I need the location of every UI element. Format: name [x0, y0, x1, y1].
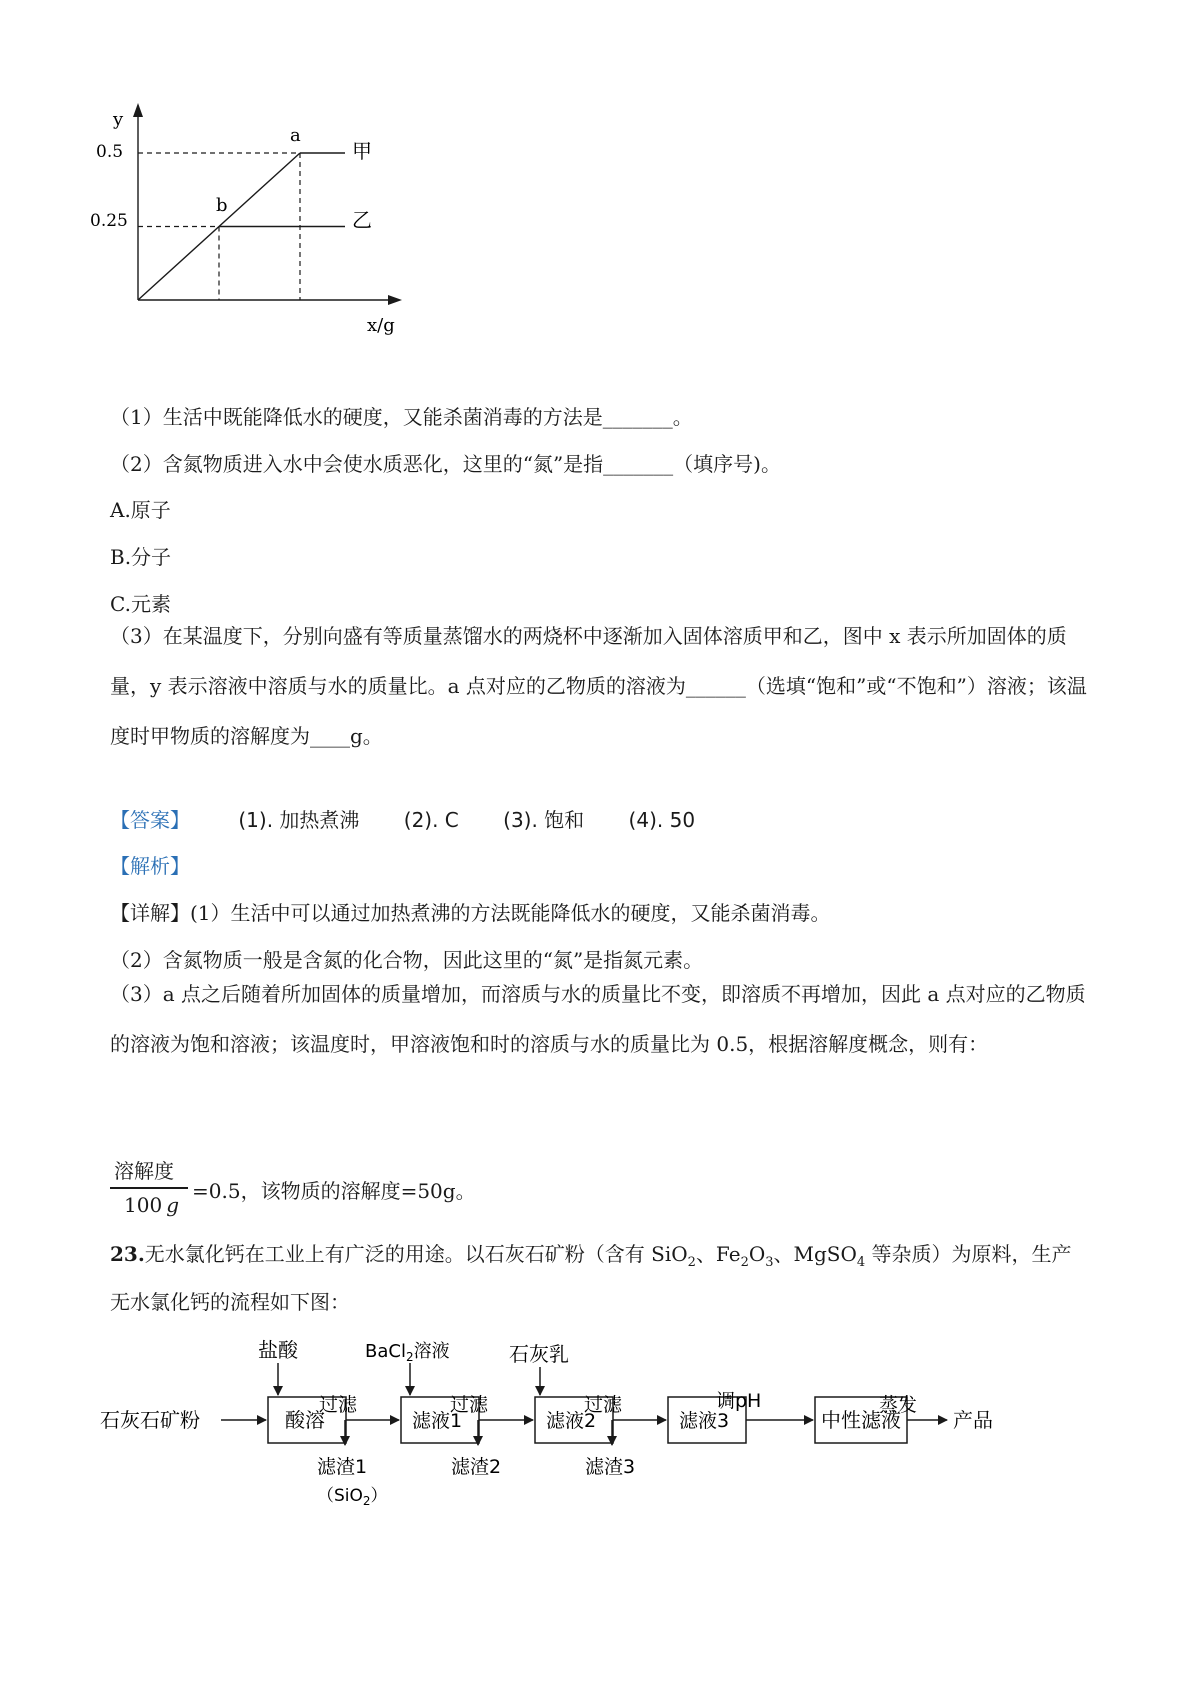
point-label-b: b	[216, 195, 228, 216]
y-axis-label: y	[113, 109, 124, 130]
flow-in-lime: 石灰乳	[509, 1342, 569, 1366]
x-axis-arrow	[388, 295, 402, 305]
flow-op-adjust-ph: 调pH	[716, 1390, 762, 1412]
flow-box5-label: 中性滤液	[821, 1408, 901, 1432]
flow-residue-1-note: （SiO$_2$）	[317, 1486, 388, 1508]
question-23-line2: 无水氯化钙的流程如下图：	[110, 1290, 350, 1314]
answer-item-1: (1). 加热煮沸	[238, 808, 360, 832]
point-label-a: a	[290, 125, 301, 146]
question-3: （3）在某温度下，分别向盛有等质量蒸馏水的两烧杯中逐渐加入固体溶质甲和乙，图中 x 表示所加固体的质量，y 表示溶液中溶质与水的质量比。a 点对应的乙物质的溶液为______（选填“饱和”或“不饱和”）溶液；该温度时甲物质的溶解度为____g。	[110, 624, 1087, 748]
formula-result: =0.5，该物质的溶解度=50g。	[192, 1179, 476, 1203]
formula-numerator: 溶解度	[114, 1159, 174, 1183]
x-axis-label: x/g	[367, 315, 395, 336]
flow-op-filter-1: 过滤	[319, 1394, 358, 1416]
answer-row	[110, 806, 733, 834]
flow-residue-3: 滤渣3	[585, 1456, 636, 1478]
answer-item-4: (4). 50	[628, 808, 696, 832]
flow-op-evaporate: 蒸发	[879, 1394, 918, 1416]
y-axis-arrow	[133, 103, 143, 117]
flow-residue-1: 滤渣1	[317, 1456, 368, 1478]
flow-in-bacl2: BaCl$_2$溶液	[365, 1341, 450, 1364]
flow-residue-2: 滤渣2	[451, 1456, 502, 1478]
series-label-jia: 甲	[352, 139, 372, 163]
flow-box2-label: 滤液1	[412, 1410, 463, 1432]
detail-tag: 【详解】	[110, 901, 190, 925]
answer-item-3: (3). 饱和	[503, 808, 585, 832]
flow-box1-label: 酸溶	[285, 1408, 325, 1432]
flow-box3-label: 滤液2	[546, 1410, 597, 1432]
series-label-yi: 乙	[352, 208, 372, 232]
formula-denominator: 100 g	[124, 1193, 179, 1217]
option-a: A.原子	[110, 498, 171, 522]
solubility-chart	[90, 95, 450, 360]
analysis-tag: 【解析】	[110, 854, 190, 878]
detail-3: （3）a 点之后随着所加固体的质量增加，而溶质与水的质量比不变，即溶质不再增加，因此 a 点对应的乙物质的溶液为饱和溶液；该温度时，甲溶液饱和时的溶质与水的质量比为 0.5，根据溶解度概念，则有：	[110, 982, 1086, 1056]
flow-in-hcl: 盐酸	[258, 1338, 298, 1362]
flow-op-filter-3: 过滤	[584, 1394, 623, 1416]
option-b: B.分子	[110, 545, 172, 569]
process-flow-diagram	[95, 1335, 1115, 1535]
question-2: （2）含氮物质进入水中会使水质恶化，这里的“氮”是指_______（填序号)。	[110, 452, 781, 476]
y-tick-label-0.5: 0.5	[96, 142, 124, 162]
detail-1-text: (1）生活中可以通过加热煮沸的方法既能降低水的硬度，又能杀菌消毒。	[190, 901, 831, 925]
y-tick-label-0.25: 0.25	[90, 211, 128, 231]
fraction-bar	[110, 1187, 188, 1189]
flow-start: 石灰石矿粉	[100, 1408, 200, 1432]
question-23: 23.无水氯化钙在工业上有广泛的用途。以石灰石矿粉（含有 SiO$_2$、$Fe_2O_3$、MgSO$_4$ 等杂质）为原料，生产	[110, 1242, 1072, 1270]
flow-box4-label: 滤液3	[679, 1410, 730, 1432]
answer-item-2: (2). C	[403, 808, 459, 832]
question-1: （1）生活中既能降低水的硬度，又能杀菌消毒的方法是_______。	[110, 405, 693, 429]
detail-1	[110, 899, 831, 927]
flow-op-filter-2: 过滤	[450, 1394, 489, 1416]
detail-2: （2）含氮物质一般是含氮的化合物，因此这里的“氮”是指氮元素。	[110, 948, 704, 972]
option-c: C.元素	[110, 592, 171, 616]
answer-tag: 【答案】	[110, 808, 190, 832]
flow-end: 产品	[953, 1408, 993, 1432]
